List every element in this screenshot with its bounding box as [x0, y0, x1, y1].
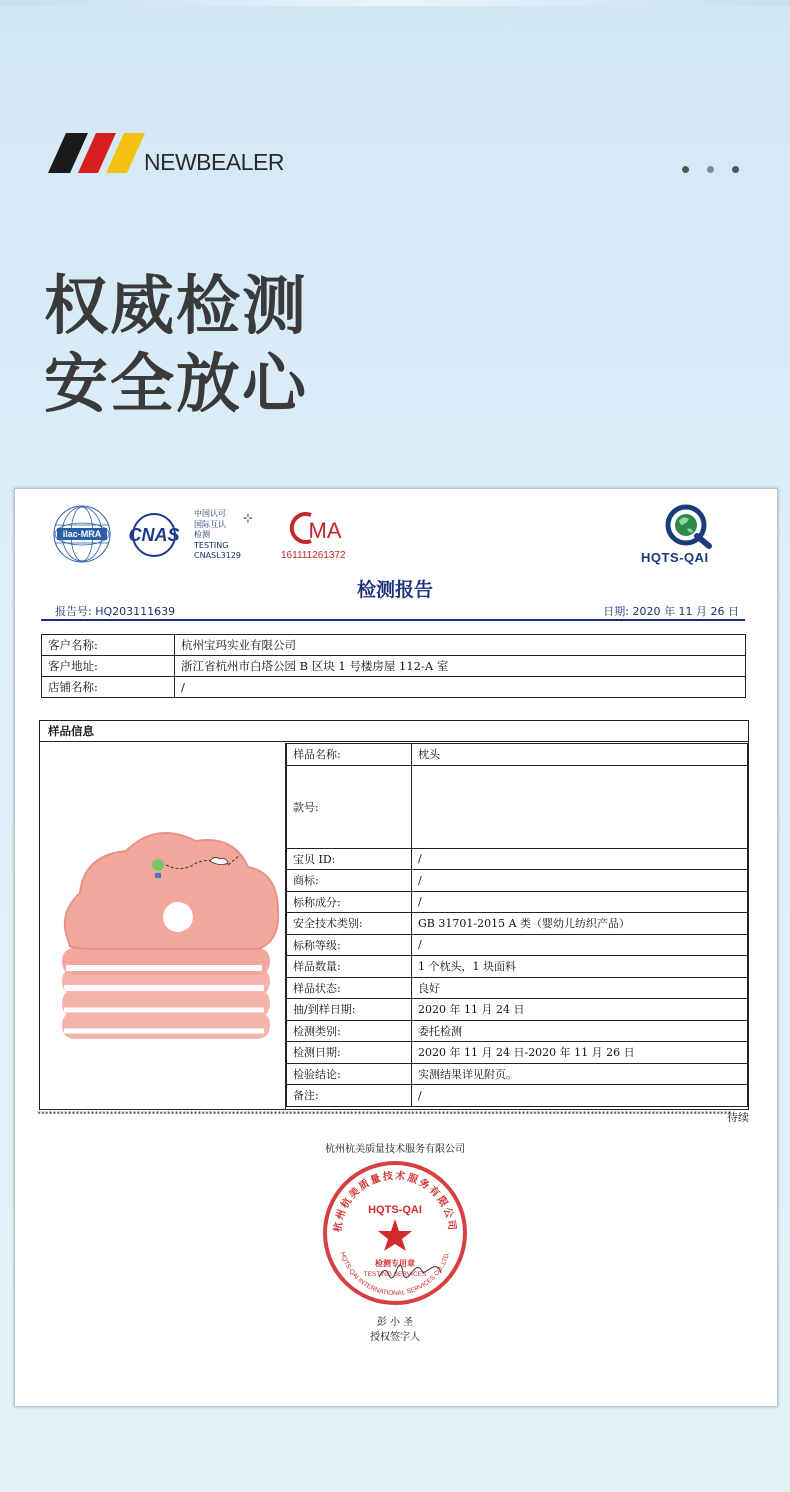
report-number-value: HQ203111639 [95, 605, 176, 618]
seal-ring-text-en: HQTS-QAI INTERNATIONAL SERVICES CO.,LTD. [338, 1251, 452, 1298]
sample-quantity-label: 样品数量: [287, 956, 412, 978]
signer-title: 授权签字人 [370, 1332, 420, 1343]
table-row [287, 1042, 748, 1064]
report-date-label: 日期: [603, 605, 630, 618]
brand-logo [48, 133, 148, 173]
client-address-label: 客户地址: [42, 656, 175, 677]
headline-line-1: 权威检测 [44, 270, 308, 344]
table-row [287, 1063, 748, 1085]
pillow-product-image [60, 825, 280, 1050]
brand-name: NEWBEALER [144, 149, 284, 175]
table-row [287, 870, 748, 892]
receipt-date-label: 抽/到样日期: [287, 999, 412, 1021]
continued-label: 待续 [727, 1111, 749, 1124]
trademark-value: / [412, 870, 748, 892]
pillow-hole [163, 902, 193, 932]
remarks-value: / [412, 1085, 748, 1107]
cnas-caption: 中国认可 国际互认 检测 TESTING CNASL3129 [194, 509, 241, 560]
store-name-label: 店铺名称: [42, 677, 175, 698]
report-number-label: 报告号: [55, 605, 92, 618]
grade-value: / [412, 934, 748, 956]
seal-line-1: 检测专用章 [375, 1259, 415, 1268]
test-type-label: 检测类别: [287, 1020, 412, 1042]
sample-name-value: 枕头 [412, 744, 748, 766]
store-name-value: / [175, 677, 746, 698]
safety-category-label: 安全技术类别: [287, 913, 412, 935]
client-address-value: 浙江省杭州市白塔公园 B 区块 1 号楼房屋 112-A 室 [175, 656, 746, 677]
dot-icon [732, 166, 739, 173]
style-no-value [412, 765, 748, 848]
sample-details-table [286, 743, 748, 1107]
signer-name: 彭 小 圣 [376, 1317, 414, 1328]
certification-logos [53, 503, 753, 565]
cma-logo [281, 511, 349, 545]
cloud-pillow-top [65, 833, 278, 949]
handwritten-signature [375, 1259, 445, 1287]
table-row [42, 635, 746, 656]
ilac-text: ilac-MRA [62, 529, 102, 539]
table-row [42, 656, 746, 677]
sample-condition-label: 样品状态: [287, 977, 412, 999]
headline [44, 268, 308, 424]
seal-star-icon [378, 1219, 412, 1251]
report-date-value: 2020 年 11 月 26 日 [632, 605, 739, 618]
headline-line-2: 安全放心 [44, 348, 308, 422]
sample-name-label: 样品名称: [287, 744, 412, 766]
seal-center-text: HQTS-QAI [368, 1204, 422, 1216]
table-row [287, 956, 748, 978]
conclusion-value: 实测结果详见附页。 [412, 1063, 748, 1085]
star-separator: ************************************************************************************************************************************************************************************** [37, 1110, 731, 1118]
client-info-table [41, 634, 746, 698]
report-title: 检测报告 [356, 579, 433, 601]
cnas-text: CNAS [128, 525, 180, 545]
seal-line-2: TESTING SERVICES [363, 1271, 427, 1278]
table-row [287, 1020, 748, 1042]
table-row [42, 677, 746, 698]
grade-label: 标称等级: [287, 934, 412, 956]
safety-category-value: GB 31701-2015 A 类（婴幼儿纺织产品） [412, 913, 748, 935]
item-id-value: / [412, 848, 748, 870]
test-type-value: 委托检测 [412, 1020, 748, 1042]
conclusion-label: 检验结论: [287, 1063, 412, 1085]
more-menu-dots[interactable] [682, 166, 739, 173]
test-date-value: 2020 年 11 月 24 日-2020 年 11 月 26 日 [412, 1042, 748, 1064]
cma-text: MA [308, 518, 342, 543]
report-number [55, 603, 175, 619]
table-row [287, 765, 748, 848]
top-strip [0, 0, 790, 6]
sample-photo-cell [40, 743, 286, 1109]
hqts-qai-name: HQTS-QAI [641, 550, 709, 565]
table-row [287, 913, 748, 935]
dot-icon [707, 166, 714, 173]
cnas-logo [121, 513, 187, 557]
table-row [287, 891, 748, 913]
table-row [287, 744, 748, 766]
table-row [287, 848, 748, 870]
composition-value: / [412, 891, 748, 913]
test-report-document [14, 488, 778, 1407]
item-id-label: 宝贝 ID: [287, 848, 412, 870]
header-rule [41, 619, 745, 621]
composition-label: 标称成分: [287, 891, 412, 913]
sample-info-header: 样品信息 [40, 721, 748, 742]
table-row [287, 934, 748, 956]
table-row [287, 977, 748, 999]
test-date-label: 检测日期: [287, 1042, 412, 1064]
receipt-date-value: 2020 年 11 月 24 日 [412, 999, 748, 1021]
style-no-label: 款号: [287, 765, 412, 848]
stacked-pillows [62, 947, 270, 1039]
sample-condition-value: 良好 [412, 977, 748, 999]
remarks-label: 备注: [287, 1085, 412, 1107]
table-row [287, 999, 748, 1021]
table-row [287, 1085, 748, 1107]
sample-info-section [39, 720, 749, 1110]
sample-quantity-value: 1 个枕头，1 块面料 [412, 956, 748, 978]
report-date [603, 603, 739, 619]
crosshair-icon: ⊹ [243, 511, 254, 525]
signer-block [15, 1315, 775, 1345]
dot-icon [682, 166, 689, 173]
client-name-label: 客户名称: [42, 635, 175, 656]
client-name-value: 杭州宝玛实业有限公司 [175, 635, 746, 656]
seal-ring-text-cn: 杭州杭美质量技术服务有限公司 [332, 1170, 458, 1233]
ilac-mra-logo [53, 505, 111, 563]
cma-number: 161111261372 [281, 550, 346, 561]
trademark-label: 商标: [287, 870, 412, 892]
testing-company-name: 杭州杭美质量技术服务有限公司 [325, 1144, 465, 1155]
hqts-qai-logo [653, 503, 723, 549]
